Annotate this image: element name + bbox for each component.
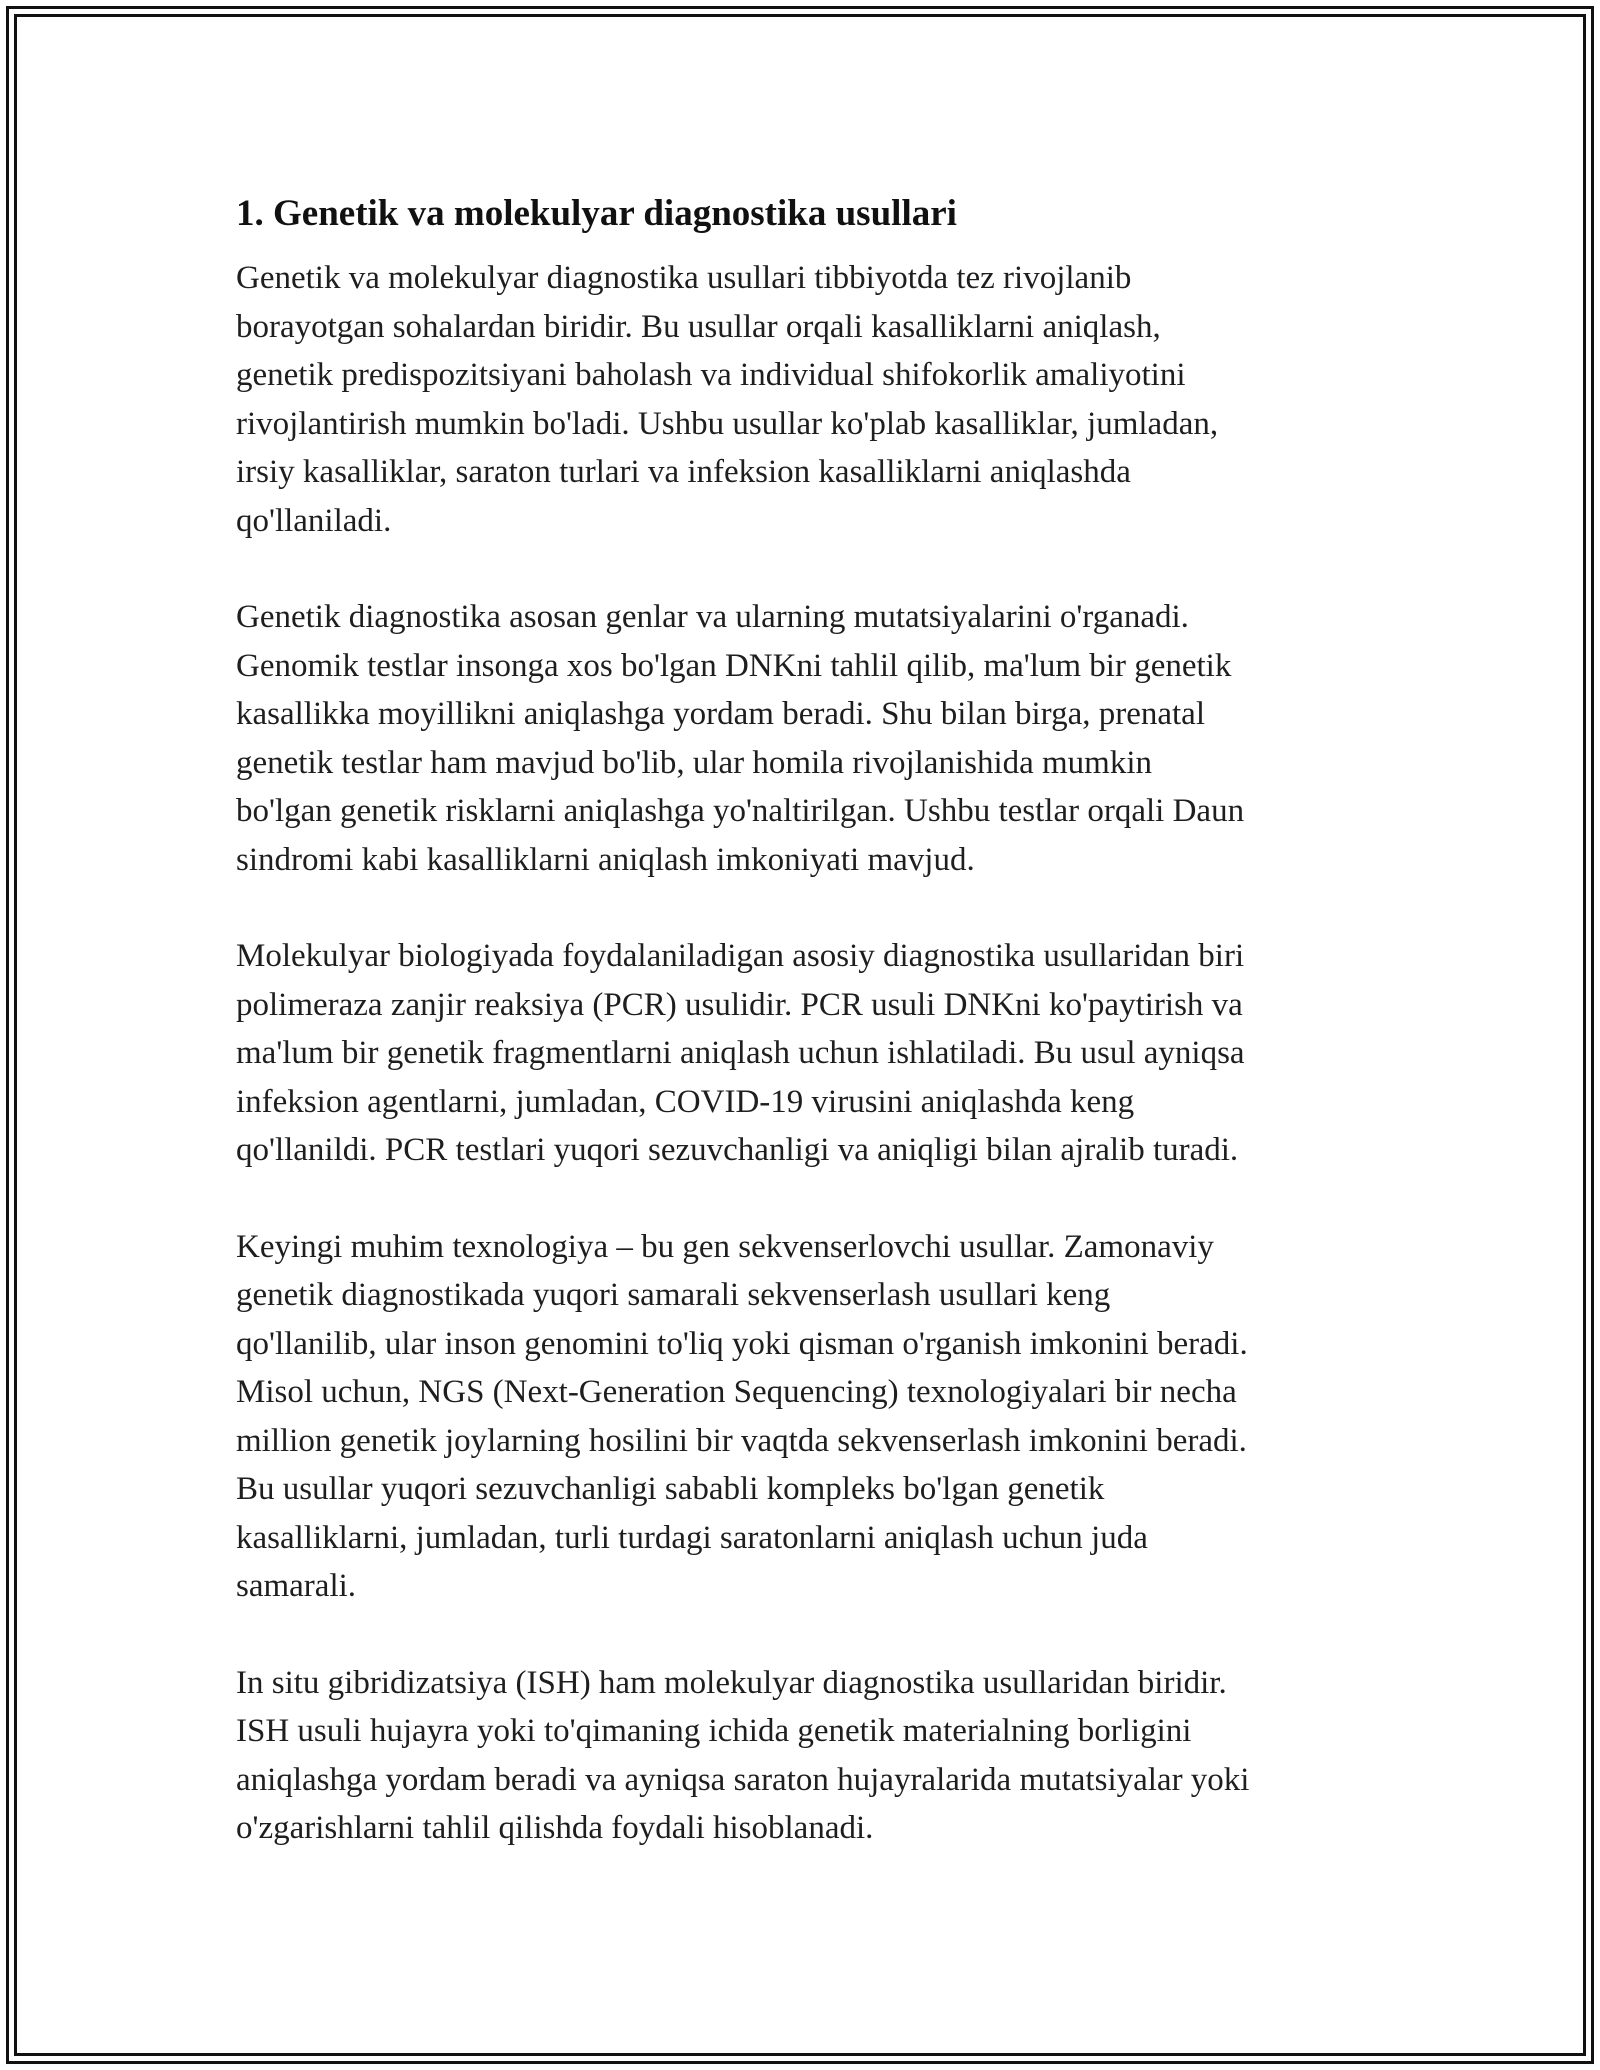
text-line: o'zgarishlarni tahlil qilishda foydali hisoblanadi.	[236, 1810, 874, 1846]
text-line: genetik diagnostikada yuqori samarali sekvenserlash usullari keng	[236, 1277, 1111, 1313]
page-title: 1. Genetik va molekulyar diagnostika usullari	[236, 193, 957, 234]
text-line: genetik testlar ham mavjud bo'lib, ular homila rivojlanishida mumkin	[236, 744, 1153, 781]
text-line: million genetik joylarning hosilini bir vaqtda sekvenserlash imkonini beradi.	[236, 1422, 1247, 1459]
text-line: rivojlantirish mumkin bo'ladi. Ushbu usullar ko'plab kasalliklar, jumladan,	[236, 405, 1219, 442]
text-line: borayotgan sohalardan biridir. Bu usullar orqali kasalliklarni aniqlash,	[236, 308, 1161, 345]
paragraph-4	[236, 1223, 1376, 1611]
text-line: infeksion agentlarni, jumladan, COVID-19 virusini aniqlashda keng	[236, 1083, 1135, 1120]
paragraph-2	[236, 593, 1376, 884]
text-line: Misol uchun, NGS (Next-Generation Sequencing) texnologiyalari bir necha	[236, 1374, 1237, 1410]
text-line: Genomik testlar insonga xos bo'lgan DNKni tahlil qilib, ma'lum bir genetik	[236, 647, 1232, 684]
paragraph-3	[236, 932, 1376, 1175]
text-line: In situ gibridizatsiya (ISH) ham molekulyar diagnostika usullaridan biridir.	[236, 1664, 1227, 1701]
text-line: irsiy kasalliklar, saraton turlari va infeksion kasalliklarni aniqlashda	[236, 454, 1131, 490]
text-line: Molekulyar biologiyada foydalaniladigan asosiy diagnostika usullaridan biri	[236, 938, 1245, 974]
document-body	[236, 188, 1376, 1901]
text-line: genetik predispozitsiyani baholash va individual shifokorlik amaliyotini	[236, 357, 1186, 393]
text-line: kasalliklarni, jumladan, turli turdagi saratonlarni aniqlash uchun juda	[236, 1519, 1148, 1556]
text-line: ma'lum bir genetik fragmentlarni aniqlash uchun ishlatiladi. Bu usul ayniqsa	[236, 1035, 1245, 1071]
text-line: ISH usuli hujayra yoki to'qimaning ichida genetik materialning borligini	[236, 1713, 1192, 1749]
text-line: qo'llanilib, ular inson genomini to'liq yoki qisman o'rganish imkonini beradi.	[236, 1325, 1248, 1362]
text-line: polimeraza zanjir reaksiya (PCR) usulidir. PCR usuli DNKni ko'paytirish va	[236, 986, 1243, 1023]
paragraph-5	[236, 1659, 1376, 1853]
paragraph-1	[236, 254, 1376, 545]
text-line: Bu usullar yuqori sezuvchanligi sababli kompleks bo'lgan genetik	[236, 1471, 1105, 1507]
text-line: qo'llaniladi.	[236, 502, 392, 539]
text-line: sindromi kabi kasalliklarni aniqlash imkoniyati mavjud.	[236, 841, 975, 878]
text-line: qo'llanildi. PCR testlari yuqori sezuvchanligi va aniqligi bilan ajralib turadi.	[236, 1132, 1239, 1168]
text-line: aniqlashga yordam beradi va ayniqsa saraton hujayralarida mutatsiyalar yoki	[236, 1761, 1250, 1798]
text-line: Genetik va molekulyar diagnostika usullari tibbiyotda tez rivojlanib	[236, 260, 1132, 296]
text-line: samarali.	[236, 1568, 357, 1604]
text-line: Keyingi muhim texnologiya – bu gen sekvenserlovchi usullar. Zamonaviy	[236, 1228, 1214, 1265]
text-line: bo'lgan genetik risklarni aniqlashga yo'naltirilgan. Ushbu testlar orqali Daun	[236, 793, 1245, 829]
text-line: kasallikka moyillikni aniqlashga yordam beradi. Shu bilan birga, prenatal	[236, 696, 1205, 732]
text-line: Genetik diagnostika asosan genlar va ularning mutatsiyalarini o'rganadi.	[236, 599, 1189, 635]
